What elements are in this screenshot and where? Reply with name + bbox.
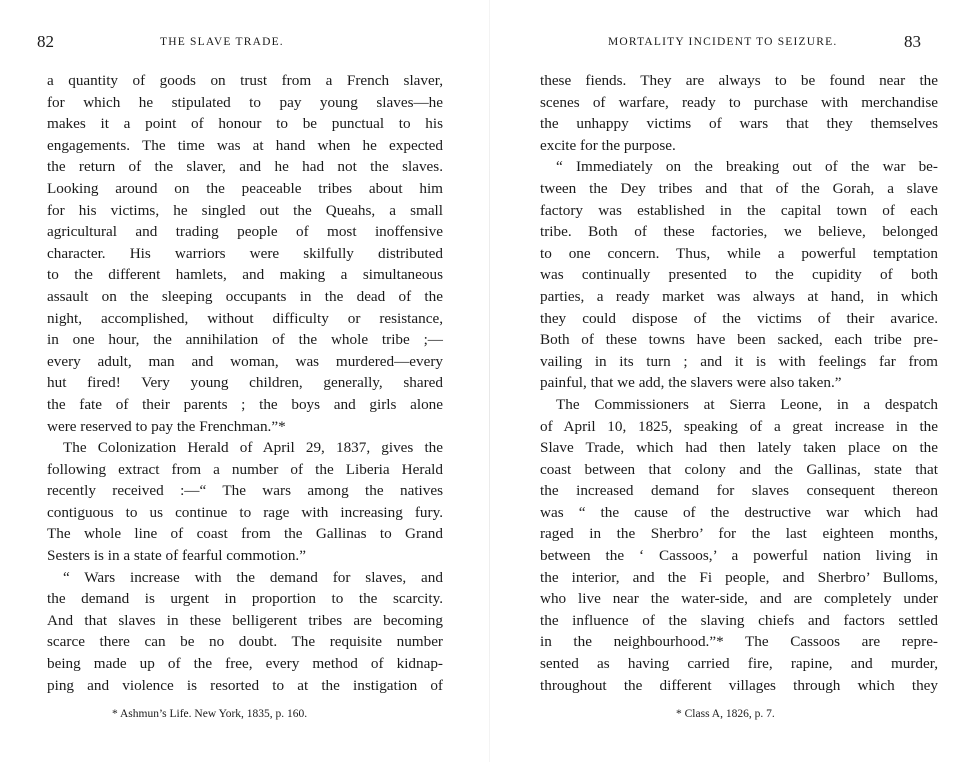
- text-line: between the ‘ Cassoos,’ a powerful nation living in: [540, 547, 938, 565]
- text-line: was “ the cause of the destructive war which had: [540, 503, 938, 521]
- text-line: every adult, man and woman, was murdered—every: [47, 352, 443, 370]
- page-body-text: [540, 70, 938, 696]
- text-line: the unhappy victims of wars that they themselves: [540, 115, 938, 133]
- page-number: 82: [37, 32, 54, 51]
- page-number: 83: [904, 32, 921, 51]
- text-line: agricultural and trading people of most inoffensive: [47, 223, 443, 241]
- footnote: * Ashmun’s Life. New York, 1835, p. 160.: [112, 708, 308, 720]
- text-line: Both of these towns have been sacked, each tribe pre-: [540, 331, 938, 349]
- running-head: MORTALITY INCIDENT TO SEIZURE.: [608, 36, 838, 48]
- text-line: Looking around on the peaceable tribes about him: [47, 179, 443, 197]
- text-line: they could dispose of the victims of their avarice.: [540, 309, 938, 327]
- text-line: And that slaves in these belligerent tribes are becoming: [47, 611, 443, 629]
- text-line: factory was established in the capital town of each: [540, 201, 938, 219]
- text-line: ping and violence is resorted to at the instigation of: [47, 676, 443, 694]
- text-line: Sesters is in a state of fearful commotion.”: [47, 547, 306, 565]
- text-line: engagements. The time was at hand when he expected: [47, 136, 443, 154]
- text-line: in the neighbourhood.”* The Cassoos are repre-: [540, 633, 938, 651]
- text-line: the fate of their parents ; the boys and girls alone: [47, 395, 443, 413]
- text-line: throughout the different villages through which they: [540, 676, 938, 694]
- text-line: for which he stipulated to pay young slaves—he: [47, 93, 443, 111]
- text-line: was continually presented to the cupidity of both: [540, 266, 938, 284]
- text-line: a quantity of goods on trust from a French slaver,: [47, 72, 443, 89]
- right-page: [490, 0, 980, 762]
- text-line: who live near the water-side, and are completely under: [540, 590, 938, 608]
- text-line: excite for the purpose.: [540, 136, 676, 154]
- text-line: contiguous to us continue to rage with increasing fury.: [47, 503, 443, 521]
- text-line: “ Immediately on the breaking out of the war be-: [556, 158, 938, 176]
- text-line: The Colonization Herald of April 29, 1837, gives the: [63, 439, 443, 457]
- text-line: assault on the sleeping occupants in the dead of the: [47, 287, 443, 305]
- text-line: The Commissioners at Sierra Leone, in a despatch: [556, 395, 938, 413]
- text-line: makes it a point of honour to be punctual to his: [47, 115, 443, 133]
- text-line: tribe. Both of these factories, we believe, belonged: [540, 223, 938, 241]
- text-line: hut fired! Very young children, generally, shared: [47, 374, 443, 392]
- text-line: these fiends. They are always to be found near the: [540, 72, 938, 89]
- text-line: “ Wars increase with the demand for slaves, and: [63, 568, 443, 586]
- text-line: scenes of warfare, ready to purchase with merchandise: [540, 93, 938, 111]
- text-line: of April 10, 1825, speaking of a great increase in the: [540, 417, 938, 435]
- text-line: character. His warriors were skilfully distributed: [47, 244, 443, 262]
- text-line: The whole line of coast from the Gallinas to Grand: [47, 525, 443, 543]
- text-line: the demand is urgent in proportion to the scarcity.: [47, 590, 443, 608]
- text-line: night, accomplished, without difficulty or resistance,: [47, 309, 443, 327]
- text-line: sented as having carried fire, rapine, and murder,: [540, 655, 938, 673]
- text-line: raged in the Sherbro’ for the last eighteen months,: [540, 525, 938, 543]
- text-line: coast between that colony and the Gallinas, state that: [540, 460, 938, 478]
- text-line: the return of the slaver, and he had not the slaves.: [47, 158, 443, 176]
- text-line: were reserved to pay the Frenchman.”*: [47, 417, 286, 435]
- text-line: to the different hamlets, and making a simultaneous: [47, 266, 443, 284]
- text-line: parties, a ready market was always at hand, in which: [540, 287, 938, 305]
- text-line: the increased demand for slaves consequent thereon: [540, 482, 938, 500]
- text-line: vailing in its turn ; and it is with feelings far from: [540, 352, 938, 370]
- footnote: * Class A, 1826, p. 7.: [676, 708, 775, 720]
- running-head: THE SLAVE TRADE.: [160, 36, 284, 48]
- page-body-text: [47, 70, 443, 696]
- text-line: painful, that we add, the slavers were also taken.”: [540, 374, 842, 392]
- text-line: tween the Dey tribes and that of the Gorah, a slave: [540, 179, 938, 197]
- text-line: Slave Trade, which had then lately taken place on the: [540, 439, 938, 457]
- text-line: the influence of the slaving chiefs and factors settled: [540, 611, 938, 629]
- text-line: scarce there can be no doubt. The requisite number: [47, 633, 443, 651]
- text-line: following extract from a number of the Liberia Herald: [47, 460, 443, 478]
- text-line: recently received :—“ The wars among the natives: [47, 482, 443, 500]
- text-line: for his victims, he singled out the Queahs, a small: [47, 201, 443, 219]
- text-line: being made up of the free, every method of kidnap-: [47, 655, 443, 673]
- text-line: in one hour, the annihilation of the whole tribe ;—: [47, 331, 443, 349]
- text-line: the interior, and the Fi people, and Sherbro’ Bulloms,: [540, 568, 938, 586]
- text-line: to one concern. Thus, while a powerful temptation: [540, 244, 938, 262]
